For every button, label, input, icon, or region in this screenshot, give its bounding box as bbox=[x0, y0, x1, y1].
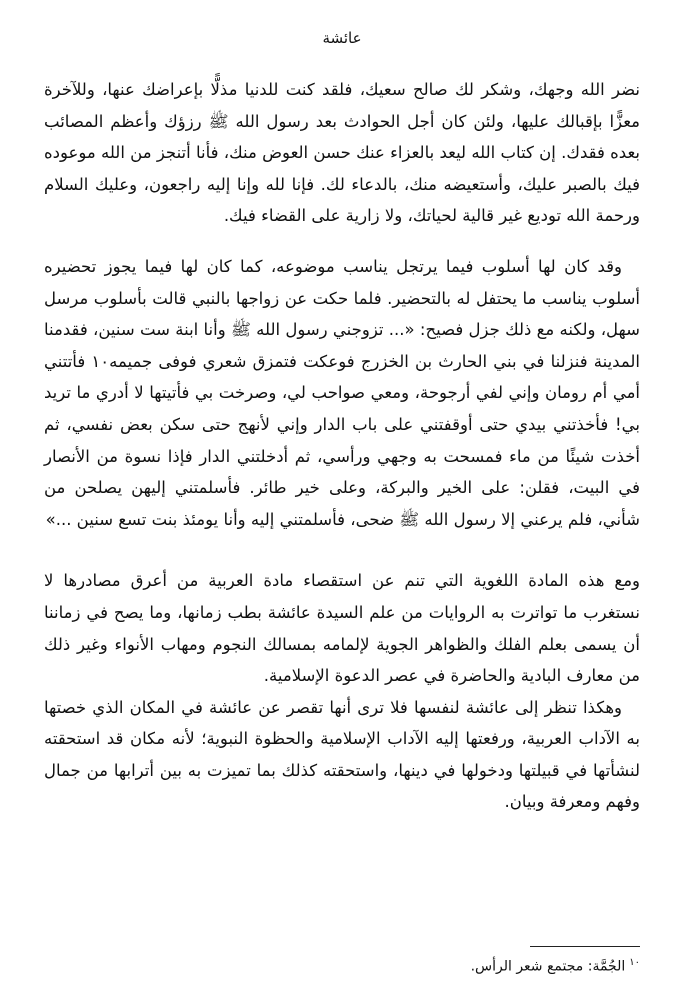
running-header: عائشة bbox=[322, 29, 362, 47]
body-text bbox=[44, 74, 640, 818]
paragraph-style: وقد كان لها أسلوب فيما يرتجل يناسب موضوعه، كما كان لها فيما يجوز تحضيره أسلوب يناسب ما يحتفل له بالتحضير. فلما حكت عن زواجها بالنبي قالت بأسلوب مرسل سهل، ولكنه مع ذلك جزل فصيح: «... تزوجني رسول الله ﷺ وأنا ابنة ست سنين، فقدمنا المدينة فنزلنا في بني الحارث بن الخزرج فوعكت فتمزق شعري فوفى جميمه١٠ فأتتني أمي أم رومان وإني لفي أرجوحة، ومعي صواحب لي، وصرخت بي فأتيتها لا أدري ما تريد بي! فأخذتني بيدي حتى أوقفتني على باب الدار وإني لأنهج حتى سكن بعض نفسي، ثم أخذت شيئًا من ماء فمسحت به وجهي ورأسي، ثم أدخلتني الدار فإذا نسوة من الأنصار في البيت، فقلن: على الخير والبركة، وعلى خير طائر. فأسلمتني إليهن يصلحن من شأني، فلم يرعني إلا رسول الله ﷺ ضحى، فأسلمتني إليه وأنا يومئذ بنت تسع سنين ...» bbox=[44, 256, 640, 529]
footnote-text: الجُمَّة: مجتمع شعر الرأس. bbox=[470, 958, 626, 975]
paragraph-knowledge: ومع هذه المادة اللغوية التي تنم عن استقصاء مادة العربية من أعرق مصادرها لا نستغرب ما تواترت به الروايات من علم السيدة عائشة بطب زمانها، وما يصح في زماننا أن يسمى بعلم الفلك والظواهر الجوية لإلمامه بمسالك النجوم ومهاب الأنواء وغير ذلك من معارف البادية والحاضرة في عصر الدعوة الإسلامية. bbox=[44, 571, 640, 686]
footnote-divider bbox=[530, 946, 640, 947]
footnote-number: ١٠ bbox=[629, 957, 640, 968]
paragraph-conclusion: وهكذا تنظر إلى عائشة لنفسها فلا ترى أنها تقصر عن عائشة في المكان الذي خصتها به الآداب العربية، ورفعتها إليه الآداب الإسلامية والحظوة النبوية؛ لأنه مكان قد استحقته لنشأتها في قبيلتها ودخولها في دينها، واستحقته كذلك بما تميزت به بين أترابها من جمال وفهم ومعرفة وبيان. bbox=[44, 697, 640, 812]
footnote bbox=[44, 952, 640, 978]
paragraph-eulogy: نضر الله وجهك، وشكر لك صالح سعيك، فلقد كنت للدنيا مذلًّا بإعراضك عنها، وللآخرة معزًّا بإقبالك عليها، ولئن كان أجل الحوادث بعد رسول الله ﷺ رزؤك وأعظم المصائب بعده فقدك. إن كتاب الله ليعد بالعزاء عنك حسن العوض منك، فأنا أتنجز من الله موعوده فيك بالصبر عليك، وأستعيضه منك، بالدعاء لك. فإنا لله وإنا إليه راجعون، وعليك السلام ورحمة الله توديع غير قالية لحياتك، ولا زارية على القضاء فيك. bbox=[44, 80, 640, 226]
